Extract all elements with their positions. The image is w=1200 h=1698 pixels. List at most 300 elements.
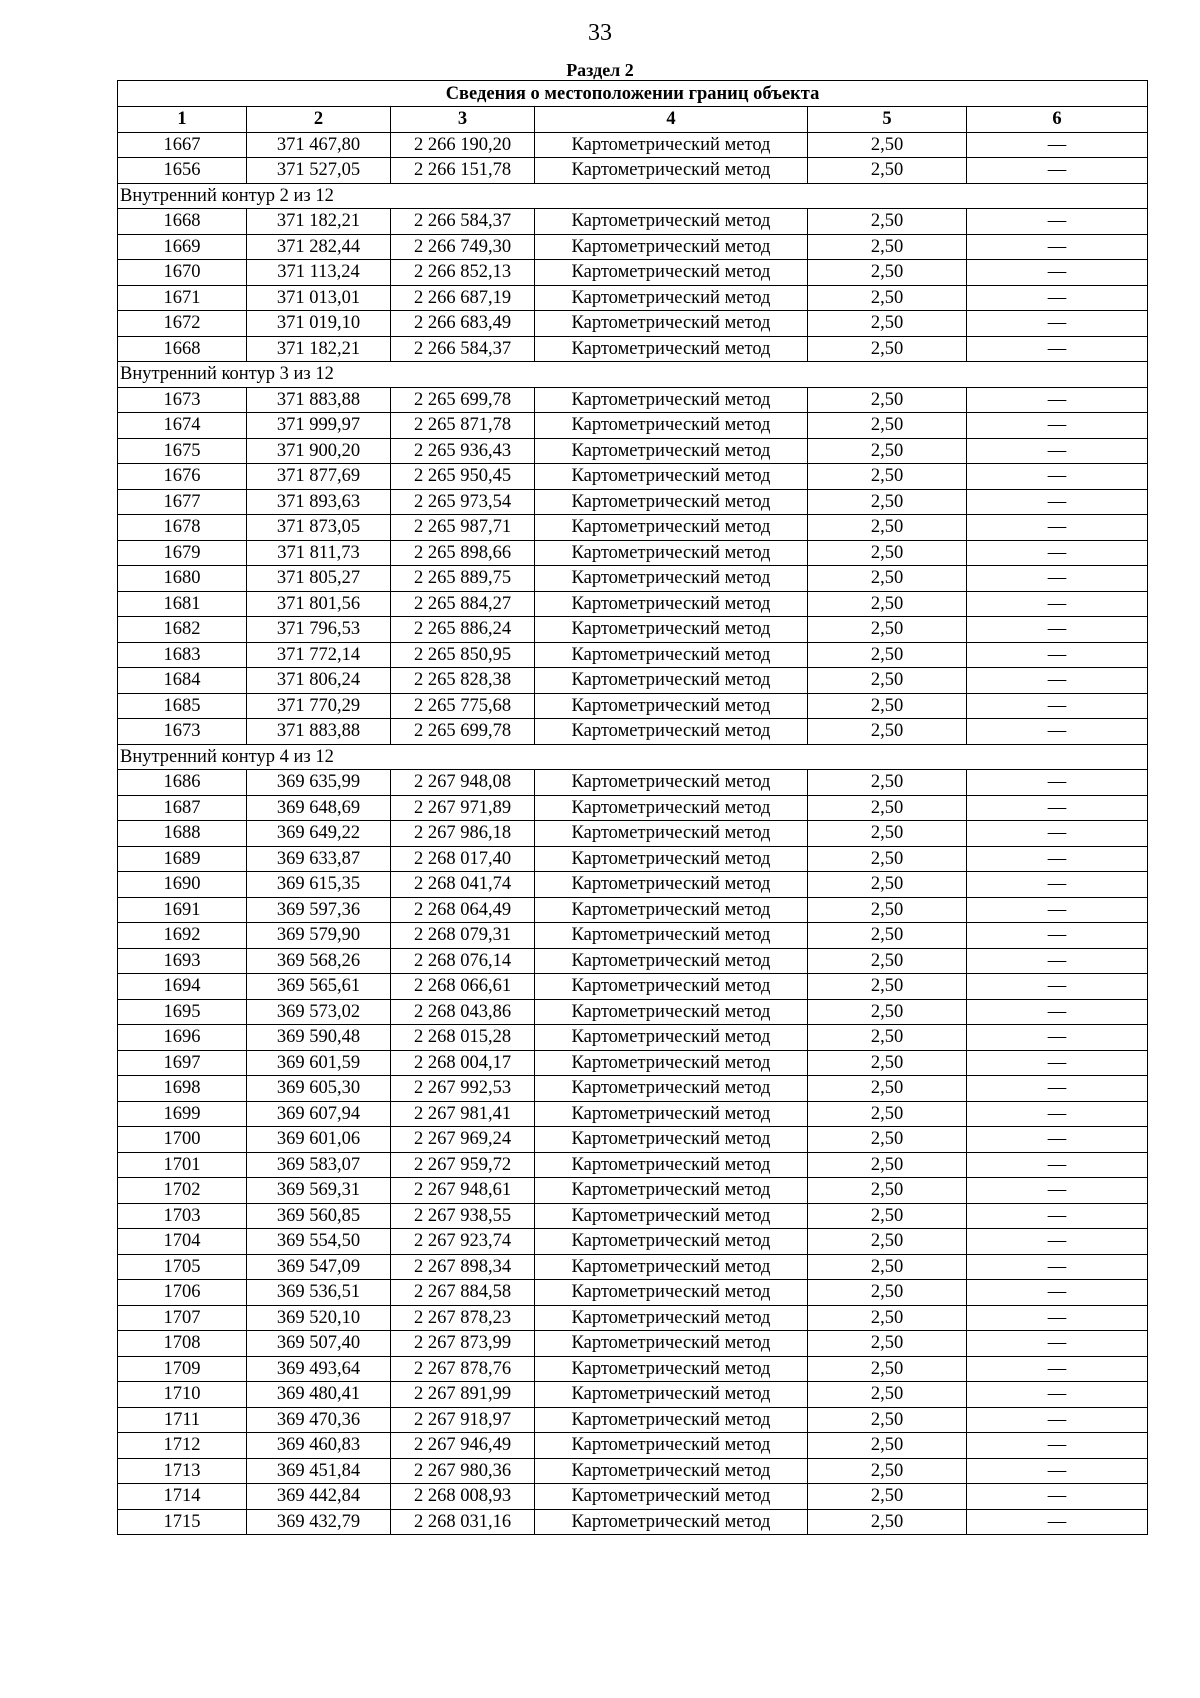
accuracy-cell: 2,50 (808, 234, 967, 260)
x-coordinate-cell: 369 536,51 (247, 1280, 391, 1306)
method-cell: Картометрический метод (535, 1203, 808, 1229)
table-row (118, 566, 1148, 592)
accuracy-cell: 2,50 (808, 489, 967, 515)
y-coordinate-cell: 2 267 938,55 (391, 1203, 535, 1229)
point-number-cell: 1656 (118, 158, 247, 184)
accuracy-cell: 2,50 (808, 642, 967, 668)
point-number-cell: 1681 (118, 591, 247, 617)
x-coordinate-cell: 369 583,07 (247, 1152, 391, 1178)
point-number-cell: 1673 (118, 387, 247, 413)
table-row (118, 1076, 1148, 1102)
description-cell: — (967, 1331, 1148, 1357)
point-number-cell: 1669 (118, 234, 247, 260)
x-coordinate-cell: 371 877,69 (247, 464, 391, 490)
y-coordinate-cell: 2 268 043,86 (391, 999, 535, 1025)
method-cell: Картометрический метод (535, 1254, 808, 1280)
point-number-cell: 1713 (118, 1458, 247, 1484)
point-number-cell: 1679 (118, 540, 247, 566)
description-cell: — (967, 1382, 1148, 1408)
table-row (118, 897, 1148, 923)
table-row (118, 1407, 1148, 1433)
point-number-cell: 1670 (118, 260, 247, 286)
description-cell: — (967, 1050, 1148, 1076)
table-row (118, 1280, 1148, 1306)
column-header: 3 (391, 107, 535, 133)
point-number-cell: 1701 (118, 1152, 247, 1178)
y-coordinate-cell: 2 265 884,27 (391, 591, 535, 617)
table-caption-row (118, 81, 1148, 107)
table-row (118, 540, 1148, 566)
x-coordinate-cell: 371 900,20 (247, 438, 391, 464)
accuracy-cell: 2,50 (808, 158, 967, 184)
y-coordinate-cell: 2 265 886,24 (391, 617, 535, 643)
method-cell: Картометрический метод (535, 489, 808, 515)
point-number-cell: 1676 (118, 464, 247, 490)
point-number-cell: 1703 (118, 1203, 247, 1229)
y-coordinate-cell: 2 267 992,53 (391, 1076, 535, 1102)
table-row (118, 923, 1148, 949)
point-number-cell: 1712 (118, 1433, 247, 1459)
y-coordinate-cell: 2 267 898,34 (391, 1254, 535, 1280)
table-row (118, 693, 1148, 719)
table-row (118, 948, 1148, 974)
accuracy-cell: 2,50 (808, 821, 967, 847)
table-row (118, 846, 1148, 872)
description-cell: — (967, 1025, 1148, 1051)
point-number-cell: 1671 (118, 285, 247, 311)
point-number-cell: 1702 (118, 1178, 247, 1204)
description-cell: — (967, 1407, 1148, 1433)
method-cell: Картометрический метод (535, 464, 808, 490)
accuracy-cell: 2,50 (808, 209, 967, 235)
column-header: 4 (535, 107, 808, 133)
accuracy-cell: 2,50 (808, 1076, 967, 1102)
table-row (118, 872, 1148, 898)
description-cell: — (967, 617, 1148, 643)
table-row (118, 1127, 1148, 1153)
method-cell: Картометрический метод (535, 693, 808, 719)
description-cell: — (967, 1356, 1148, 1382)
method-cell: Картометрический метод (535, 1509, 808, 1535)
description-cell: — (967, 1229, 1148, 1255)
table-row (118, 311, 1148, 337)
y-coordinate-cell: 2 268 041,74 (391, 872, 535, 898)
point-number-cell: 1687 (118, 795, 247, 821)
point-number-cell: 1693 (118, 948, 247, 974)
x-coordinate-cell: 371 019,10 (247, 311, 391, 337)
accuracy-cell: 2,50 (808, 1331, 967, 1357)
x-coordinate-cell: 371 282,44 (247, 234, 391, 260)
point-number-cell: 1708 (118, 1331, 247, 1357)
method-cell: Картометрический метод (535, 1356, 808, 1382)
table-row (118, 1025, 1148, 1051)
accuracy-cell: 2,50 (808, 770, 967, 796)
y-coordinate-cell: 2 266 749,30 (391, 234, 535, 260)
y-coordinate-cell: 2 267 959,72 (391, 1152, 535, 1178)
point-number-cell: 1668 (118, 336, 247, 362)
description-cell: — (967, 693, 1148, 719)
description-cell: — (967, 1254, 1148, 1280)
description-cell: — (967, 821, 1148, 847)
description-cell: — (967, 209, 1148, 235)
accuracy-cell: 2,50 (808, 1509, 967, 1535)
table-row (118, 1050, 1148, 1076)
y-coordinate-cell: 2 266 151,78 (391, 158, 535, 184)
y-coordinate-cell: 2 266 687,19 (391, 285, 535, 311)
table-row (118, 1178, 1148, 1204)
y-coordinate-cell: 2 265 898,66 (391, 540, 535, 566)
accuracy-cell: 2,50 (808, 1127, 967, 1153)
y-coordinate-cell: 2 265 936,43 (391, 438, 535, 464)
accuracy-cell: 2,50 (808, 974, 967, 1000)
y-coordinate-cell: 2 265 889,75 (391, 566, 535, 592)
description-cell: — (967, 1152, 1148, 1178)
method-cell: Картометрический метод (535, 1331, 808, 1357)
method-cell: Картометрический метод (535, 285, 808, 311)
x-coordinate-cell: 369 480,41 (247, 1382, 391, 1408)
method-cell: Картометрический метод (535, 719, 808, 745)
description-cell: — (967, 1458, 1148, 1484)
point-number-cell: 1673 (118, 719, 247, 745)
accuracy-cell: 2,50 (808, 1254, 967, 1280)
description-cell: — (967, 158, 1148, 184)
method-cell: Картометрический метод (535, 770, 808, 796)
x-coordinate-cell: 369 493,64 (247, 1356, 391, 1382)
accuracy-cell: 2,50 (808, 1152, 967, 1178)
y-coordinate-cell: 2 268 076,14 (391, 948, 535, 974)
table-row (118, 1458, 1148, 1484)
method-cell: Картометрический метод (535, 311, 808, 337)
table-row (118, 438, 1148, 464)
y-coordinate-cell: 2 267 981,41 (391, 1101, 535, 1127)
accuracy-cell: 2,50 (808, 693, 967, 719)
table-row (118, 1203, 1148, 1229)
x-coordinate-cell: 369 432,79 (247, 1509, 391, 1535)
contour-label: Внутренний контур 3 из 12 (118, 362, 1148, 388)
contour-label: Внутренний контур 2 из 12 (118, 183, 1148, 209)
x-coordinate-cell: 369 460,83 (247, 1433, 391, 1459)
point-number-cell: 1689 (118, 846, 247, 872)
point-number-cell: 1707 (118, 1305, 247, 1331)
y-coordinate-cell: 2 267 884,58 (391, 1280, 535, 1306)
point-number-cell: 1677 (118, 489, 247, 515)
table-row (118, 1484, 1148, 1510)
method-cell: Картометрический метод (535, 821, 808, 847)
description-cell: — (967, 540, 1148, 566)
point-number-cell: 1686 (118, 770, 247, 796)
method-cell: Картометрический метод (535, 234, 808, 260)
point-number-cell: 1694 (118, 974, 247, 1000)
y-coordinate-cell: 2 267 980,36 (391, 1458, 535, 1484)
accuracy-cell: 2,50 (808, 591, 967, 617)
x-coordinate-cell: 369 554,50 (247, 1229, 391, 1255)
accuracy-cell: 2,50 (808, 413, 967, 439)
method-cell: Картометрический метод (535, 1280, 808, 1306)
accuracy-cell: 2,50 (808, 999, 967, 1025)
y-coordinate-cell: 2 268 008,93 (391, 1484, 535, 1510)
table-row (118, 387, 1148, 413)
point-number-cell: 1668 (118, 209, 247, 235)
description-cell: — (967, 234, 1148, 260)
description-cell: — (967, 642, 1148, 668)
description-cell: — (967, 1484, 1148, 1510)
method-cell: Картометрический метод (535, 1076, 808, 1102)
x-coordinate-cell: 369 507,40 (247, 1331, 391, 1357)
y-coordinate-cell: 2 266 852,13 (391, 260, 535, 286)
description-cell: — (967, 438, 1148, 464)
description-cell: — (967, 413, 1148, 439)
accuracy-cell: 2,50 (808, 438, 967, 464)
accuracy-cell: 2,50 (808, 1382, 967, 1408)
table-row (118, 821, 1148, 847)
y-coordinate-cell: 2 266 190,20 (391, 132, 535, 158)
method-cell: Картометрический метод (535, 617, 808, 643)
x-coordinate-cell: 371 467,80 (247, 132, 391, 158)
method-cell: Картометрический метод (535, 566, 808, 592)
accuracy-cell: 2,50 (808, 719, 967, 745)
point-number-cell: 1688 (118, 821, 247, 847)
table-row (118, 1305, 1148, 1331)
point-number-cell: 1692 (118, 923, 247, 949)
x-coordinate-cell: 369 470,36 (247, 1407, 391, 1433)
x-coordinate-cell: 369 560,85 (247, 1203, 391, 1229)
table-row (118, 1509, 1148, 1535)
accuracy-cell: 2,50 (808, 387, 967, 413)
x-coordinate-cell: 369 601,59 (247, 1050, 391, 1076)
method-cell: Картометрический метод (535, 132, 808, 158)
method-cell: Картометрический метод (535, 974, 808, 1000)
description-cell: — (967, 132, 1148, 158)
method-cell: Картометрический метод (535, 846, 808, 872)
x-coordinate-cell: 369 649,22 (247, 821, 391, 847)
x-coordinate-cell: 371 883,88 (247, 387, 391, 413)
x-coordinate-cell: 369 597,36 (247, 897, 391, 923)
x-coordinate-cell: 369 442,84 (247, 1484, 391, 1510)
y-coordinate-cell: 2 265 950,45 (391, 464, 535, 490)
description-cell: — (967, 1509, 1148, 1535)
description-cell: — (967, 591, 1148, 617)
accuracy-cell: 2,50 (808, 285, 967, 311)
y-coordinate-cell: 2 268 031,16 (391, 1509, 535, 1535)
point-number-cell: 1682 (118, 617, 247, 643)
table-row (118, 413, 1148, 439)
method-cell: Картометрический метод (535, 1484, 808, 1510)
point-number-cell: 1699 (118, 1101, 247, 1127)
point-number-cell: 1678 (118, 515, 247, 541)
table-row (118, 974, 1148, 1000)
x-coordinate-cell: 369 568,26 (247, 948, 391, 974)
method-cell: Картометрический метод (535, 1127, 808, 1153)
point-number-cell: 1672 (118, 311, 247, 337)
y-coordinate-cell: 2 267 878,23 (391, 1305, 535, 1331)
x-coordinate-cell: 369 573,02 (247, 999, 391, 1025)
description-cell: — (967, 1280, 1148, 1306)
y-coordinate-cell: 2 265 699,78 (391, 719, 535, 745)
method-cell: Картометрический метод (535, 387, 808, 413)
table-row (118, 999, 1148, 1025)
point-number-cell: 1690 (118, 872, 247, 898)
accuracy-cell: 2,50 (808, 1305, 967, 1331)
column-header: 5 (808, 107, 967, 133)
x-coordinate-cell: 369 590,48 (247, 1025, 391, 1051)
point-number-cell: 1667 (118, 132, 247, 158)
point-number-cell: 1705 (118, 1254, 247, 1280)
description-cell: — (967, 515, 1148, 541)
y-coordinate-cell: 2 265 987,71 (391, 515, 535, 541)
point-number-cell: 1711 (118, 1407, 247, 1433)
table-row (118, 489, 1148, 515)
accuracy-cell: 2,50 (808, 948, 967, 974)
method-cell: Картометрический метод (535, 515, 808, 541)
y-coordinate-cell: 2 267 923,74 (391, 1229, 535, 1255)
table-row (118, 234, 1148, 260)
method-cell: Картометрический метод (535, 1101, 808, 1127)
x-coordinate-cell: 371 770,29 (247, 693, 391, 719)
y-coordinate-cell: 2 267 971,89 (391, 795, 535, 821)
accuracy-cell: 2,50 (808, 923, 967, 949)
point-number-cell: 1691 (118, 897, 247, 923)
x-coordinate-cell: 369 648,69 (247, 795, 391, 821)
accuracy-cell: 2,50 (808, 897, 967, 923)
accuracy-cell: 2,50 (808, 336, 967, 362)
accuracy-cell: 2,50 (808, 1280, 967, 1306)
y-coordinate-cell: 2 268 004,17 (391, 1050, 535, 1076)
description-cell: — (967, 489, 1148, 515)
description-cell: — (967, 974, 1148, 1000)
y-coordinate-cell: 2 265 828,38 (391, 668, 535, 694)
description-cell: — (967, 923, 1148, 949)
accuracy-cell: 2,50 (808, 1101, 967, 1127)
accuracy-cell: 2,50 (808, 311, 967, 337)
description-cell: — (967, 1203, 1148, 1229)
y-coordinate-cell: 2 267 948,08 (391, 770, 535, 796)
x-coordinate-cell: 369 601,06 (247, 1127, 391, 1153)
x-coordinate-cell: 371 873,05 (247, 515, 391, 541)
x-coordinate-cell: 371 772,14 (247, 642, 391, 668)
accuracy-cell: 2,50 (808, 872, 967, 898)
x-coordinate-cell: 371 806,24 (247, 668, 391, 694)
page-number: 33 (588, 20, 612, 46)
point-number-cell: 1680 (118, 566, 247, 592)
accuracy-cell: 2,50 (808, 1356, 967, 1382)
description-cell: — (967, 464, 1148, 490)
y-coordinate-cell: 2 267 969,24 (391, 1127, 535, 1153)
y-coordinate-cell: 2 267 918,97 (391, 1407, 535, 1433)
column-header: 6 (967, 107, 1148, 133)
accuracy-cell: 2,50 (808, 1178, 967, 1204)
method-cell: Картометрический метод (535, 260, 808, 286)
point-number-cell: 1683 (118, 642, 247, 668)
table-row (118, 209, 1148, 235)
accuracy-cell: 2,50 (808, 260, 967, 286)
contour-header-row (118, 744, 1148, 770)
method-cell: Картометрический метод (535, 438, 808, 464)
method-cell: Картометрический метод (535, 540, 808, 566)
accuracy-cell: 2,50 (808, 1407, 967, 1433)
y-coordinate-cell: 2 268 064,49 (391, 897, 535, 923)
accuracy-cell: 2,50 (808, 540, 967, 566)
description-cell: — (967, 336, 1148, 362)
accuracy-cell: 2,50 (808, 566, 967, 592)
table-row (118, 1382, 1148, 1408)
table-row (118, 591, 1148, 617)
method-cell: Картометрический метод (535, 923, 808, 949)
accuracy-cell: 2,50 (808, 1025, 967, 1051)
table-row (118, 668, 1148, 694)
description-cell: — (967, 566, 1148, 592)
point-number-cell: 1700 (118, 1127, 247, 1153)
point-number-cell: 1684 (118, 668, 247, 694)
x-coordinate-cell: 371 527,05 (247, 158, 391, 184)
point-number-cell: 1706 (118, 1280, 247, 1306)
method-cell: Картометрический метод (535, 948, 808, 974)
table-row (118, 770, 1148, 796)
accuracy-cell: 2,50 (808, 1458, 967, 1484)
method-cell: Картометрический метод (535, 1382, 808, 1408)
x-coordinate-cell: 369 547,09 (247, 1254, 391, 1280)
description-cell: — (967, 285, 1148, 311)
method-cell: Картометрический метод (535, 209, 808, 235)
boundary-coordinates-table (117, 80, 1148, 1535)
point-number-cell: 1715 (118, 1509, 247, 1535)
accuracy-cell: 2,50 (808, 1229, 967, 1255)
y-coordinate-cell: 2 266 683,49 (391, 311, 535, 337)
point-number-cell: 1704 (118, 1229, 247, 1255)
description-cell: — (967, 999, 1148, 1025)
x-coordinate-cell: 369 607,94 (247, 1101, 391, 1127)
description-cell: — (967, 260, 1148, 286)
description-cell: — (967, 846, 1148, 872)
y-coordinate-cell: 2 268 015,28 (391, 1025, 535, 1051)
point-number-cell: 1695 (118, 999, 247, 1025)
description-cell: — (967, 1076, 1148, 1102)
y-coordinate-cell: 2 268 066,61 (391, 974, 535, 1000)
x-coordinate-cell: 371 182,21 (247, 209, 391, 235)
description-cell: — (967, 1101, 1148, 1127)
method-cell: Картометрический метод (535, 336, 808, 362)
accuracy-cell: 2,50 (808, 668, 967, 694)
table-row (118, 1433, 1148, 1459)
accuracy-cell: 2,50 (808, 1050, 967, 1076)
table-row (118, 1331, 1148, 1357)
method-cell: Картометрический метод (535, 1178, 808, 1204)
y-coordinate-cell: 2 266 584,37 (391, 209, 535, 235)
description-cell: — (967, 872, 1148, 898)
table-row (118, 1152, 1148, 1178)
method-cell: Картометрический метод (535, 795, 808, 821)
table-row (118, 1229, 1148, 1255)
table-row (118, 795, 1148, 821)
method-cell: Картометрический метод (535, 591, 808, 617)
table-row (118, 1101, 1148, 1127)
y-coordinate-cell: 2 266 584,37 (391, 336, 535, 362)
method-cell: Картометрический метод (535, 999, 808, 1025)
description-cell: — (967, 311, 1148, 337)
section-title: Раздел 2 (566, 60, 634, 80)
method-cell: Картометрический метод (535, 1025, 808, 1051)
description-cell: — (967, 897, 1148, 923)
y-coordinate-cell: 2 265 973,54 (391, 489, 535, 515)
point-number-cell: 1710 (118, 1382, 247, 1408)
description-cell: — (967, 668, 1148, 694)
x-coordinate-cell: 369 635,99 (247, 770, 391, 796)
table-row (118, 1356, 1148, 1382)
x-coordinate-cell: 371 999,97 (247, 413, 391, 439)
accuracy-cell: 2,50 (808, 515, 967, 541)
method-cell: Картометрический метод (535, 642, 808, 668)
table-row (118, 617, 1148, 643)
y-coordinate-cell: 2 267 948,61 (391, 1178, 535, 1204)
